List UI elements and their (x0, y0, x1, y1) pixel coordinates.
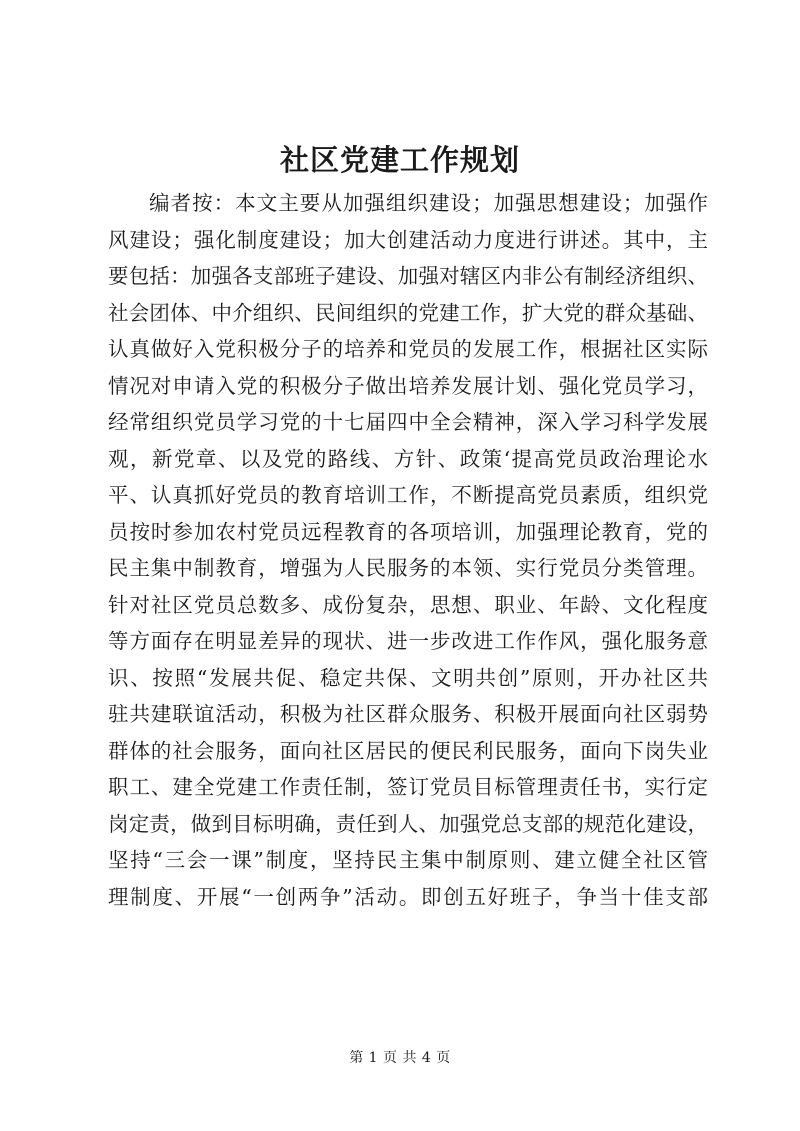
body-line: 民主集中制教育，增强为人民服务的本领、实行党员分类管理。 (108, 556, 708, 580)
body-line: 员按时参加农村党员远程教育的各项培训，加强理论教育，党的 (108, 519, 708, 544)
document-title: 社区党建工作规划 (279, 143, 520, 177)
body-line: 风建设；强化制度建设；加大创建活动力度进行讲述。其中，主 (108, 227, 708, 252)
body-line: 识、按照“发展共促、稳定共保、文明共创”原则，开办社区共 (108, 665, 708, 690)
body-line: 观，新党章、以及党的路线、方针、政策‘提高党员政治理论水 (108, 446, 708, 471)
body-line: 岗定责，做到目标明确，责任到人、加强党总支部的规范化建设， (108, 811, 708, 836)
document-body (108, 185, 708, 915)
body-line: 针对社区党员总数多、成份复杂，思想、职业、年龄、文化程度 (108, 592, 708, 617)
body-line: 经常组织党员学习党的十七届四中全会精神，深入学习科学发展 (108, 410, 708, 434)
body-line: 认真做好入党积极分子的培养和党员的发展工作，根据社区实际 (108, 337, 708, 361)
body-line: 职工、建全党建工作责任制，签订党员目标管理责任书，实行定 (108, 775, 708, 799)
body-line: 群体的社会服务，面向社区居民的便民利民服务，面向下岗失业 (108, 738, 708, 763)
body-line: 要包括：加强各支部班子建设、加强对辖区内非公有制经济组织、 (108, 264, 708, 288)
body-line: 理制度、开展“一创两争”活动。即创五好班子，争当十佳支部 (108, 884, 708, 909)
body-line: 情况对申请入党的积极分子做出培养发展计划、强化党员学习， (108, 373, 708, 398)
body-line: 编者按：本文主要从加强组织建设；加强思想建设；加强作 (149, 191, 708, 215)
body-line: 等方面存在明显差异的现状、进一步改进工作作风，强化服务意 (108, 629, 708, 653)
body-line: 社会团体、中介组织、民间组织的党建工作，扩大党的群众基础、 (108, 300, 708, 325)
body-line: 驻共建联谊活动，积极为社区群众服务、积极开展面向社区弱势 (108, 702, 708, 726)
body-line: 平、认真抓好党员的教育培训工作，不断提高党员素质，组织党 (108, 483, 708, 507)
page-footer: 第 1 页 共 4 页 (349, 1050, 451, 1066)
body-line: 坚持“三会一课”制度，坚持民主集中制原则、建立健全社区管 (108, 848, 708, 872)
